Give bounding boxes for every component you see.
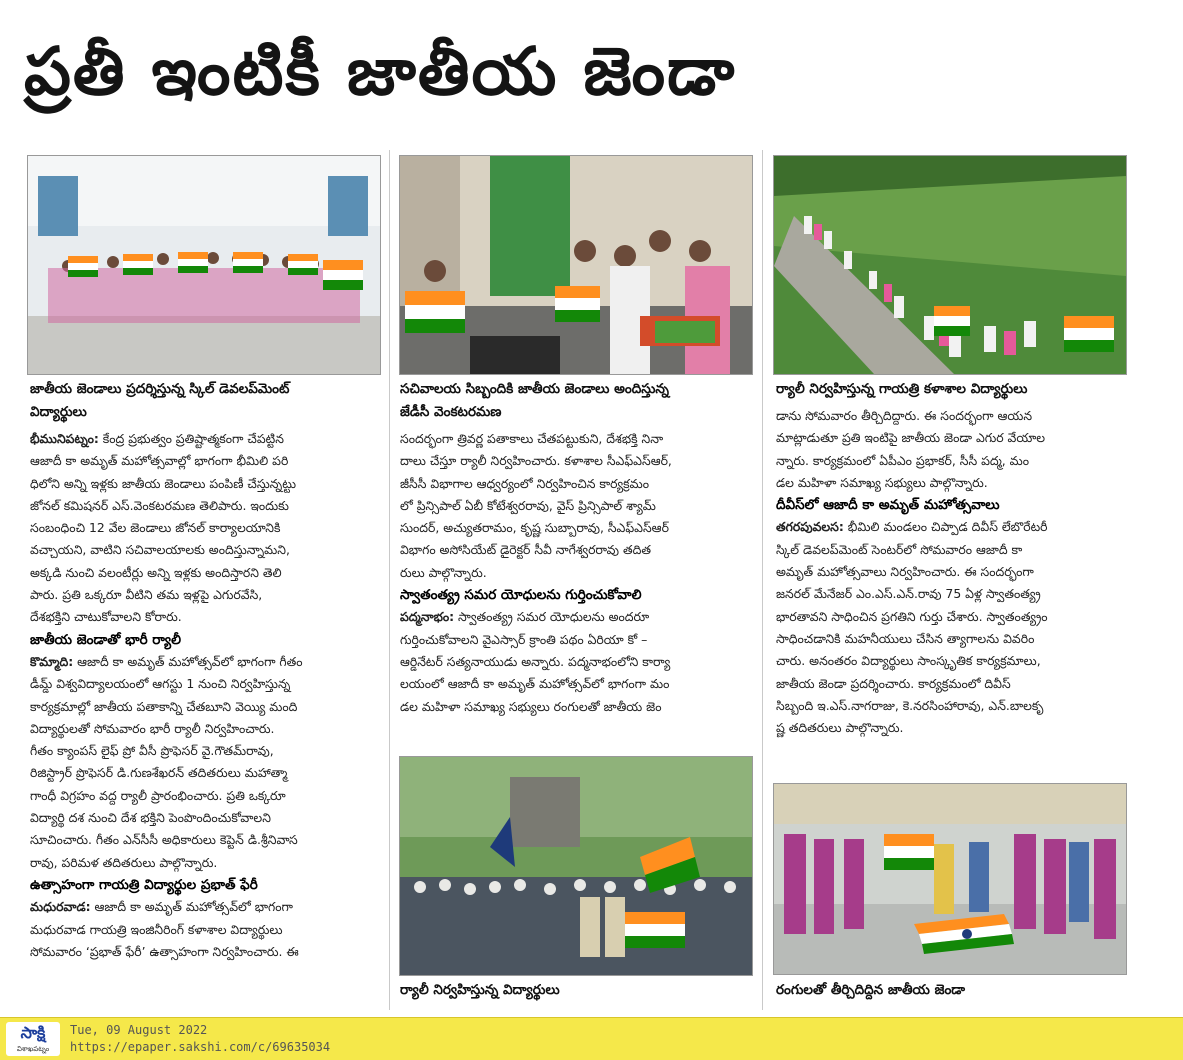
article-subhead: దీవీస్‌లో ఆజాదీ కా అమృత్ మహోత్సవాలు bbox=[776, 497, 1000, 514]
article-line: డల మహిళా సమాఖ్య సభ్యులు రంగులతో జాతీయ జెం bbox=[400, 698, 662, 714]
photo-caption: ర్యాలీ నిర్వహిస్తున్న విద్యార్థులు bbox=[400, 982, 560, 998]
article-subhead: జాతీయ జెండాతో భారీ ర్యాలీ bbox=[30, 631, 182, 648]
flag-group-photo bbox=[27, 155, 381, 375]
article-line: లయంలో ఆజాదీ కా అమృత్ మహోత్సవ్‌లో భాగంగా మం bbox=[400, 676, 670, 692]
rangoli-flag-photo bbox=[773, 783, 1127, 975]
article-column-1 bbox=[30, 428, 382, 1015]
headline: ప్రతీ ఇంటికీ జాతీయ జెండా bbox=[24, 33, 737, 110]
article-line: భారతావని సాధించిన ప్రగతిని గుర్తు చేశారు. స్వాతంత్య్రం bbox=[776, 608, 1048, 624]
article-line: గీతం క్యాంపస్ లైఫ్ ప్రో వీసీ ప్రొఫెసర్ వై.గౌతమ్‌రావు, bbox=[30, 743, 274, 759]
article-subhead: ఉత్సాహంగా గాయత్రి విద్యార్థుల ప్రభాత్ ఫేరీ bbox=[30, 876, 258, 893]
article-line: విద్యార్థి దశ నుంచి దేశ భక్తిని పెంపొందించుకోవాలని bbox=[30, 810, 271, 826]
article-line: రావు, పరిమళ తదితరులు పాల్గొన్నారు. bbox=[30, 854, 218, 870]
article-line: తగరపువలస: భీమిలి మండలం చిప్పాడ దివీస్ లేబొరేటరీ bbox=[776, 519, 1048, 535]
article-line: విభాగం అసోసియేట్ డైరెక్టర్ సీవీ నాగేశ్వరరావు తదిత bbox=[400, 542, 651, 558]
article-column-3 bbox=[776, 405, 1128, 775]
edition-date: Tue, 09 August 2022 bbox=[70, 1023, 208, 1037]
rally-hill-photo bbox=[773, 155, 1127, 375]
article-line: రిజిస్ట్రార్ ప్రొఫెసర్ డి.గుణశేఖరన్ తదితరులు మహాత్మా bbox=[30, 765, 288, 781]
article-line: కార్యక్రమాల్లో జాతీయ పతాకాన్ని చేతబూని వెయ్యి మంది bbox=[30, 698, 298, 714]
article-line: డీమ్డ్ విశ్వవిద్యాలయంలో ఆగస్టు 1 నుంచి నిర్వహిస్తున్న bbox=[30, 676, 291, 692]
article-line: స్కిల్ డెవలప్‌మెంట్ సెంటర్‌లో సోమవారం ఆజాదీ కా bbox=[776, 541, 1023, 557]
article-line: అక్కడి నుంచి వలంటీర్లు అన్ని ఇళ్లకు అందిస్తారని తెలి bbox=[30, 564, 282, 580]
article-line: సూచించారు. గీతం ఎన్‌సీసీ అధికారులు కెప్టెన్ డి.శ్రీనివాస bbox=[30, 832, 298, 848]
article-subhead: స్వాతంత్య్ర సమర యోధులను గుర్తించుకోవాలి bbox=[400, 587, 642, 604]
article-line: విద్యార్థులతో సోమవారం భారీ ర్యాలీ నిర్వహించారు. bbox=[30, 720, 275, 736]
article-line: అమృత్ మహోత్సవాలు నిర్వహించారు. ఈ సందర్భంగా bbox=[776, 564, 1034, 580]
article-line: చారు. అనంతరం విద్యార్థులు సాంస్కృతిక కార్యక్రమాలు, bbox=[776, 653, 1041, 669]
article-line: జోనల్ కమిషనర్ ఎస్.వెంకటరమణ తెలిపారు. ఇందుకు bbox=[30, 497, 289, 513]
dateline: మధురవాడ: bbox=[30, 899, 91, 915]
article-line: దాలు చేస్తూ ర్యాలీ నిర్వహించారు. కళాశాల సీఎఫ్ఎస్ఆర్, bbox=[400, 453, 672, 469]
article-line: సిబ్బంది ఇ.ఎస్.నాగరాజు, కె.నరసింహారావు, ఎన్.బాలకృ bbox=[776, 697, 1044, 713]
column-divider bbox=[389, 150, 390, 1010]
article-line: ఆజాదీ కా అమృత్ మహోత్సవాల్లో భాగంగా భీమిలి పరి bbox=[30, 453, 289, 469]
article-line: ఆర్డినేటర్ సత్యనాయుడు అన్నారు. పద్మనాభంలోని కార్యా bbox=[400, 653, 671, 669]
article-line: గాంధీ విగ్రహం వద్ద ర్యాలీ ప్రారంభించారు. ప్రతి ఒక్కరూ bbox=[30, 787, 286, 803]
article-line: ష్ణ తదితరులు పాల్గొన్నారు. bbox=[776, 720, 904, 736]
rally-crowd-photo bbox=[399, 756, 753, 976]
article-line: డాను సోమవారం తీర్చిదిద్దారు. ఈ సందర్భంగా ఆయన bbox=[776, 408, 1033, 423]
flag-handover-photo bbox=[399, 155, 753, 375]
article-column-2 bbox=[400, 428, 752, 748]
article-line: కొమ్మాది: ఆజాదీ కా అమృత్ మహోత్సవ్‌లో భాగంగా గీతం bbox=[30, 653, 303, 669]
footer-bar bbox=[0, 1017, 1183, 1060]
article-line: లో ప్రిన్సిపాల్ ఏబీ కోటేశ్వరరావు, వైస్ ప్రిన్సిపాల్ శ్యామ్ bbox=[400, 497, 656, 513]
dateline: తగరపువలస: bbox=[776, 519, 844, 535]
photo-caption: సచివాలయ సిబ్బందికి జాతీయ జెండాలు అందిస్తున్న జేడీసీ వెంకటరమణ bbox=[400, 381, 669, 420]
photo-caption: ర్యాలీ నిర్వహిస్తున్న గాయత్రి కళాశాల విద్యార్థులు bbox=[776, 381, 1028, 397]
article-line: మాట్లాడుతూ ప్రతి ఇంటిపై జాతీయ జెండా ఎగుర వేయాల bbox=[776, 430, 1046, 446]
photo-caption: రంగులతో తీర్చిదిద్దిన జాతీయ జెండా bbox=[776, 982, 966, 998]
article-line: జనరల్ మేనేజర్ ఎం.ఎస్.ఎన్.రావు 75 ఏళ్ల స్వాతంత్య్ర bbox=[776, 586, 1041, 602]
epaper-link[interactable]: https://epaper.sakshi.com/c/69635034 bbox=[70, 1040, 331, 1054]
article-line: రులు పాల్గొన్నారు. bbox=[400, 564, 487, 580]
footer-meta bbox=[70, 1022, 330, 1056]
article-line: సందర్భంగా త్రివర్ణ పతాకాలు చేతపట్టుకుని, దేశభక్తి నినా bbox=[400, 431, 664, 446]
dateline: భీమునిపట్నం: bbox=[30, 431, 99, 446]
article-line: సంబంధించి 12 వేల జెండాలు జోనల్ కార్యాలయానికి bbox=[30, 520, 281, 536]
article-line: జీసీసీ విభాగాల ఆధ్వర్యంలో నిర్వహించిన కార్యక్రమం bbox=[400, 475, 649, 491]
article-line: పారు. ప్రతి ఒక్కరూ వీటిని తమ ఇళ్లపై ఎగురవేసి, bbox=[30, 587, 263, 603]
article-line: పద్మనాభం: స్వాతంత్య్ర సమర యోధులను అందరూ bbox=[400, 609, 650, 625]
dateline: పద్మనాభం: bbox=[400, 609, 455, 625]
article-line: ధిలోని అన్ని ఇళ్లకు జాతీయ జెండాలు పంపిణీ చేస్తున్నట్టు bbox=[30, 475, 297, 491]
article-line: మధురవాడ గాయత్రి ఇంజినీరింగ్ కళాశాల విద్యార్థులు bbox=[30, 921, 283, 937]
article-line: జాతీయ జెండా ప్రదర్శించారు. కార్యక్రమంలో దివీస్ bbox=[776, 675, 1011, 691]
article-line: భీమునిపట్నం: కేంద్ర ప్రభుత్వం ప్రతిష్టాత్మకంగా చేపట్టిన bbox=[30, 431, 284, 446]
article-line: డల మహిళా సమాఖ్య సభ్యులు పాల్గొన్నారు. bbox=[776, 474, 988, 490]
dateline: కొమ్మాది: bbox=[30, 653, 74, 669]
article-line: న్నారు. కార్యక్రమంలో ఏపీఎం ప్రభాకర్, సీసీ పద్మ, మం bbox=[776, 452, 1030, 468]
article-line: వచ్చాయని, వాటిని సచివాలయాలకు అందిస్తున్నామని, bbox=[30, 542, 290, 558]
article-line: దేశభక్తిని చాటుకోవాలని కోరారు. bbox=[30, 609, 182, 625]
sakshi-logo: సాక్షి విశాఖపట్నం bbox=[6, 1022, 60, 1056]
article-line: సాధించడానికి మహనీయులు చేసిన త్యాగాలను వివరిం bbox=[776, 630, 1035, 646]
column-divider bbox=[762, 150, 763, 1010]
article-line: సోమవారం ‘ప్రభాత్ ఫేరీ’ ఉత్సాహంగా నిర్వహించారు. ఈ bbox=[30, 943, 299, 959]
article-line: గుర్తించుకోవాలని వైఎస్సార్ క్రాంతి పథం ఏరియా కో – bbox=[400, 631, 648, 647]
article-line: సుందర్, అచ్యుతరామం, కృష్ణ సుబ్బారావు, సీఎఫ్ఎస్ఆర్ bbox=[400, 520, 669, 536]
article-line: మధురవాడ: ఆజాదీ కా అమృత్ మహోత్సవ్‌లో భాగంగా bbox=[30, 899, 293, 915]
photo-caption: జాతీయ జెండాలు ప్రదర్శిస్తున్న స్కిల్ డెవలప్‌మెంట్ విద్యార్థులు bbox=[30, 381, 290, 420]
